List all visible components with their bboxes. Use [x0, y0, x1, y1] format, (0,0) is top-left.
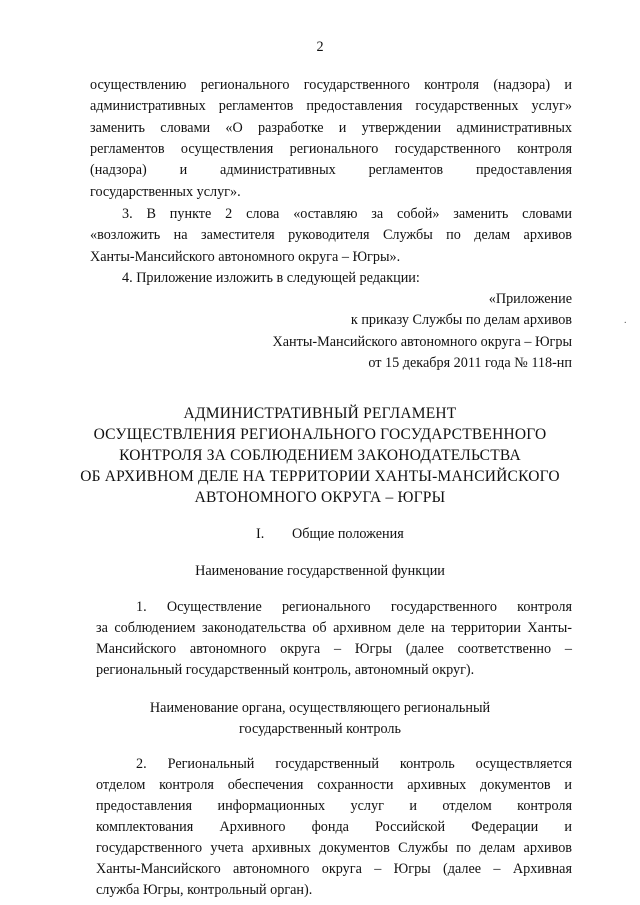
paragraph-2-line: предоставления информационных услуг и отделом контроля — [96, 798, 572, 814]
intro-line: государственных услуг». — [90, 184, 241, 200]
regulation-title-line: КОНТРОЛЯ ЗА СОБЛЮДЕНИЕМ ЗАКОНОДАТЕЛЬСТВА — [119, 447, 521, 464]
appendix-line: от 15 декабря 2011 года № 118-нп — [368, 355, 572, 371]
regulation-title-line: АДМИНИСТРАТИВНЫЙ РЕГЛАМЕНТ — [183, 405, 457, 422]
section-title: Общие положения — [292, 526, 404, 542]
intro-line: заменить словами «О разработке и утверждении административных — [90, 120, 572, 136]
regulation-title-line: АВТОНОМНОГО ОКРУГА – ЮГРЫ — [194, 489, 446, 506]
paragraph-1-line: 1. Осуществление регионального государственного контроля — [136, 599, 572, 615]
paragraph-2-line: государственного учета архивных документов Службы по делам архивов — [96, 840, 572, 856]
regulation-title-line: ОСУЩЕСТВЛЕНИЯ РЕГИОНАЛЬНОГО ГОСУДАРСТВЕННОГО — [93, 426, 547, 443]
page-number: 2 — [316, 39, 324, 55]
subheading-organ: государственный контроль — [239, 721, 401, 737]
paragraph-1-line: за соблюдением законодательства об архивном деле на территории Ханты- — [96, 620, 572, 636]
appendix-line: Ханты-Мансийского автономного округа – Югры — [272, 334, 572, 350]
paragraph-2-line: служба Югры, контрольный орган). — [96, 882, 313, 898]
subheading-function: Наименование государственной функции — [195, 563, 445, 579]
paragraph-2-line: комплектования Архивного фонда Российской Федерации и — [96, 819, 572, 835]
appendix-line: «Приложение — [488, 291, 572, 307]
intro-line: 3. В пункте 2 слова «оставляю за собой» заменить словами — [122, 206, 572, 222]
subheading-organ: Наименование органа, осуществляющего региональный — [149, 700, 491, 716]
paragraph-2-line: отделом контроля обеспечения сохранности архивных документов и — [96, 777, 572, 793]
intro-line: (надзора) и административных регламентов предоставления — [90, 162, 572, 178]
paragraph-1-line: Мансийского автономного округа – Югры (далее соответственно – — [96, 641, 572, 657]
intro-line: осуществлению регионального государственного контроля (надзора) и — [90, 77, 572, 93]
paragraph-1-line: региональный государственный контроль, автономный округ). — [96, 662, 475, 678]
scan-mark: . — [624, 315, 627, 326]
paragraph-2-line: 2. Региональный государственный контроль осуществляется — [136, 756, 572, 772]
intro-line: регламентов осуществления регионального государственного контроля — [90, 141, 572, 157]
intro-line: административных регламентов предоставления государственных услуг» — [90, 98, 572, 114]
appendix-line: к приказу Службы по делам архивов — [350, 312, 572, 328]
regulation-title-line: ОБ АРХИВНОМ ДЕЛЕ НА ТЕРРИТОРИИ ХАНТЫ-МАНСИЙСКОГО — [80, 468, 560, 485]
section-number: I. — [256, 526, 265, 542]
intro-line: Ханты-Мансийского автономного округа – Югры». — [90, 249, 401, 265]
intro-line: 4. Приложение изложить в следующей редакции: — [122, 270, 420, 286]
intro-line: «возложить на заместителя руководителя Службы по делам архивов — [90, 227, 572, 243]
paragraph-2-line: Ханты-Мансийского автономного округа – Югры (далее – Архивная — [96, 861, 572, 877]
